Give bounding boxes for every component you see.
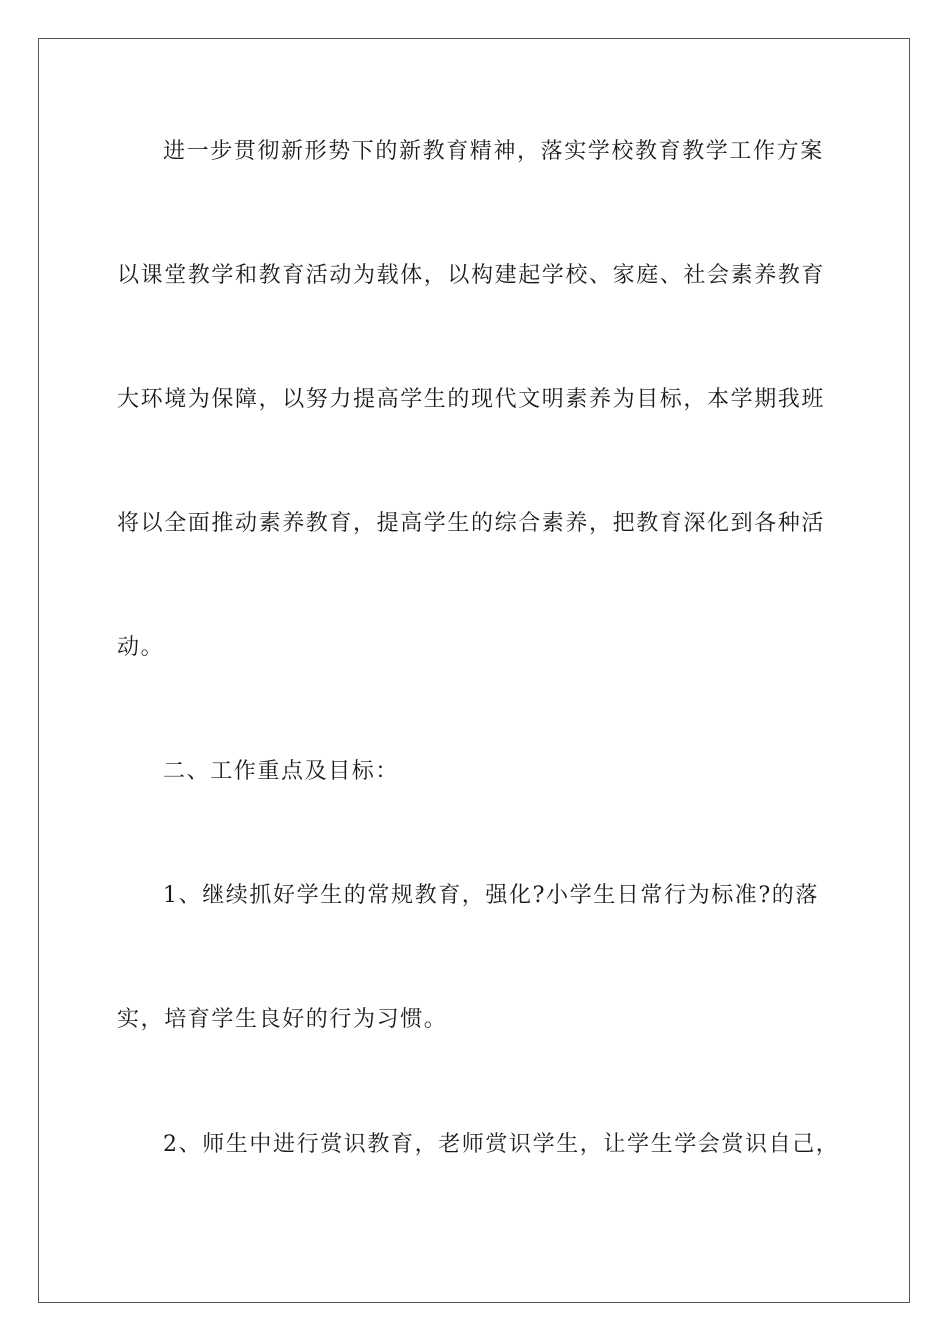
section-heading: 二、工作重点及目标： — [163, 759, 400, 784]
paragraph-1-line-1: 进一步贯彻新形势下的新教育精神，落实学校教育教学工作方案 — [163, 139, 824, 164]
paragraph-1-line-5: 动。 — [117, 635, 165, 660]
paragraph-1-line-3: 大环境为保障，以努力提高学生的现代文明素养为目标，本学期我班 — [117, 387, 826, 412]
item-1-line-2: 实，培育学生良好的行为习惯。 — [117, 1007, 448, 1032]
paragraph-1-line-4: 将以全面推动素养教育，提高学生的综合素养，把教育深化到各种活 — [117, 511, 826, 536]
paragraph-1-line-2: 以课堂教学和教育活动为载体，以构建起学校、家庭、社会素养教育 — [117, 263, 826, 288]
item-2-line-1: 2、师生中进行赏识教育，老师赏识学生，让学生学会赏识自己， — [163, 1132, 840, 1157]
page-frame — [38, 38, 910, 1303]
item-1-line-1: 1、继续抓好学生的常规教育，强化?小学生日常行为标准?的落 — [163, 883, 819, 908]
